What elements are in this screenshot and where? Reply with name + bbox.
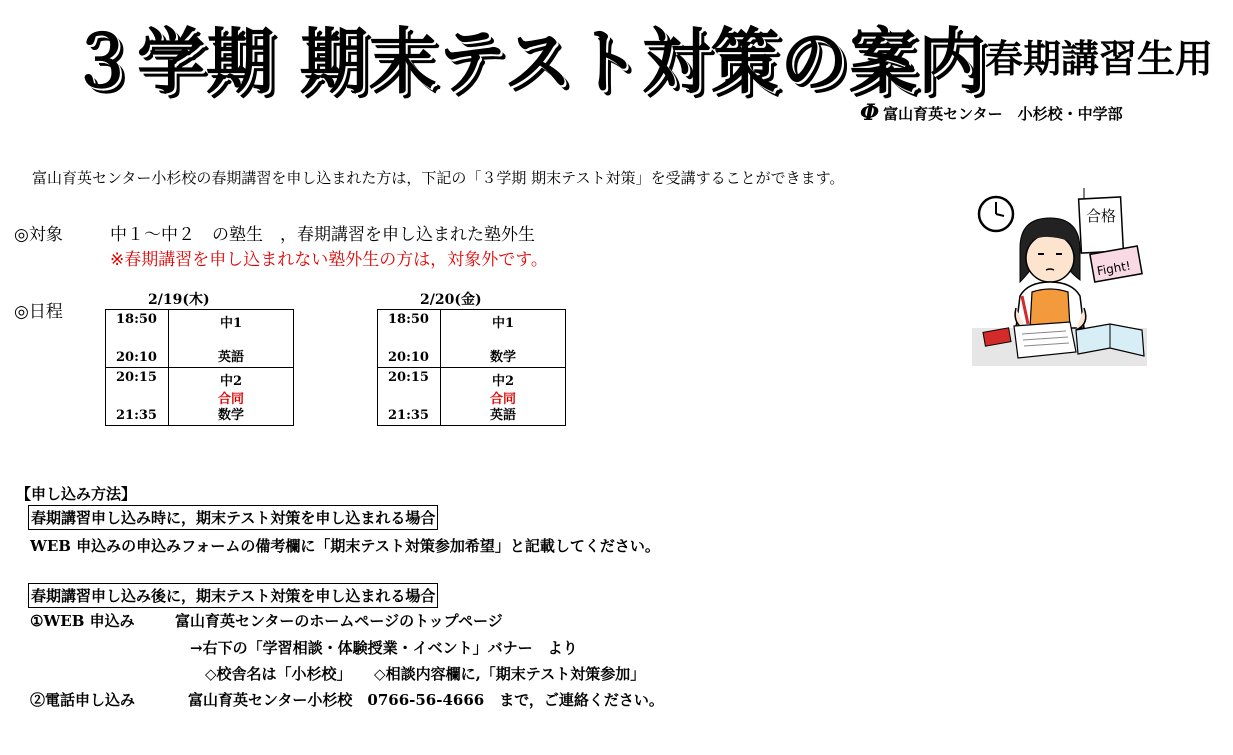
method-heading: 【申し込み方法】	[16, 485, 137, 503]
organization-name: 富山育英センター 小杉校・中学部	[883, 104, 1123, 123]
end-time: 21:35	[116, 408, 157, 423]
web-apply-text: 富山育英センターのホームページのトップページ	[175, 612, 503, 630]
end-time: 20:10	[388, 350, 429, 365]
table-row	[106, 310, 294, 368]
student-studying-illustration	[972, 188, 1147, 366]
subject: 数学	[489, 350, 516, 365]
organization	[860, 100, 1123, 126]
phone-apply-label: ②電話申し込み	[30, 691, 136, 709]
web-apply-label: ①WEB 申込み	[30, 612, 135, 630]
fight-sign-text: Fight!	[1095, 258, 1132, 279]
sign-text: 合格	[1086, 207, 1117, 225]
time-cell	[378, 368, 441, 426]
page-subtitle: 春期講習生用	[985, 37, 1214, 81]
subject: 英語	[217, 350, 244, 365]
table-row	[106, 368, 294, 426]
schedule-label: ◎日程	[14, 302, 63, 322]
time-cell	[106, 368, 169, 426]
target-notice: ※春期講習を申し込まれない塾外生の方は，対象外です。	[110, 250, 548, 270]
table-row	[378, 368, 566, 426]
class-cell	[441, 310, 566, 368]
case1-title: 春期講習申し込み時に，期末テスト対策を申し込まれる場合	[28, 505, 438, 530]
grade: 中2	[219, 374, 243, 389]
target-text: 中１～中２ の塾生 ，春期講習を申し込まれた塾外生	[110, 225, 535, 245]
schedule-date: 2/20(金)	[420, 292, 482, 308]
logo-icon: Φ	[860, 100, 880, 126]
end-time: 21:35	[388, 408, 429, 423]
phone-apply-text: 富山育英センター小杉校 0766-56-4666 まで，ご連絡ください。	[188, 691, 664, 709]
grade: 中2	[491, 374, 515, 389]
time-cell	[378, 310, 441, 368]
joint-note: 合同	[489, 392, 516, 407]
grade: 中1	[491, 316, 515, 331]
time-cell	[106, 310, 169, 368]
grade: 中1	[219, 316, 243, 331]
start-time: 18:50	[116, 312, 157, 327]
end-time: 20:10	[116, 350, 157, 365]
table-row	[378, 310, 566, 368]
class-cell	[169, 368, 294, 426]
case2-title: 春期講習申し込み後に，期末テスト対策を申し込まれる場合	[28, 583, 438, 608]
class-cell	[441, 368, 566, 426]
start-time: 20:15	[388, 370, 429, 385]
intro-text: 富山育英センター小杉校の春期講習を申し込まれた方は，下記の「３学期 期末テスト対策」を受講することができます。	[32, 169, 845, 187]
web-apply-text3: ◇校舎名は「小杉校」 ◇相談内容欄に,「期末テスト対策参加」	[205, 665, 646, 683]
subject: 数学	[217, 408, 244, 423]
start-time: 20:15	[116, 370, 157, 385]
class-cell	[169, 310, 294, 368]
schedule-table	[377, 309, 566, 426]
start-time: 18:50	[388, 312, 429, 327]
page-title: ３学期 期末テスト対策の案内	[68, 21, 987, 105]
subject: 英語	[489, 408, 516, 423]
schedule-date: 2/19(木)	[148, 292, 210, 308]
schedule-table	[105, 309, 294, 426]
case1-text: WEB 申込みの申込みフォームの備考欄に「期末テスト対策参加希望」と記載してください。	[30, 537, 660, 555]
joint-note: 合同	[217, 392, 244, 407]
target-label: ◎対象	[14, 225, 63, 245]
web-apply-text2: →右下の「学習相談・体験授業・イベント」バナー より	[190, 639, 578, 657]
